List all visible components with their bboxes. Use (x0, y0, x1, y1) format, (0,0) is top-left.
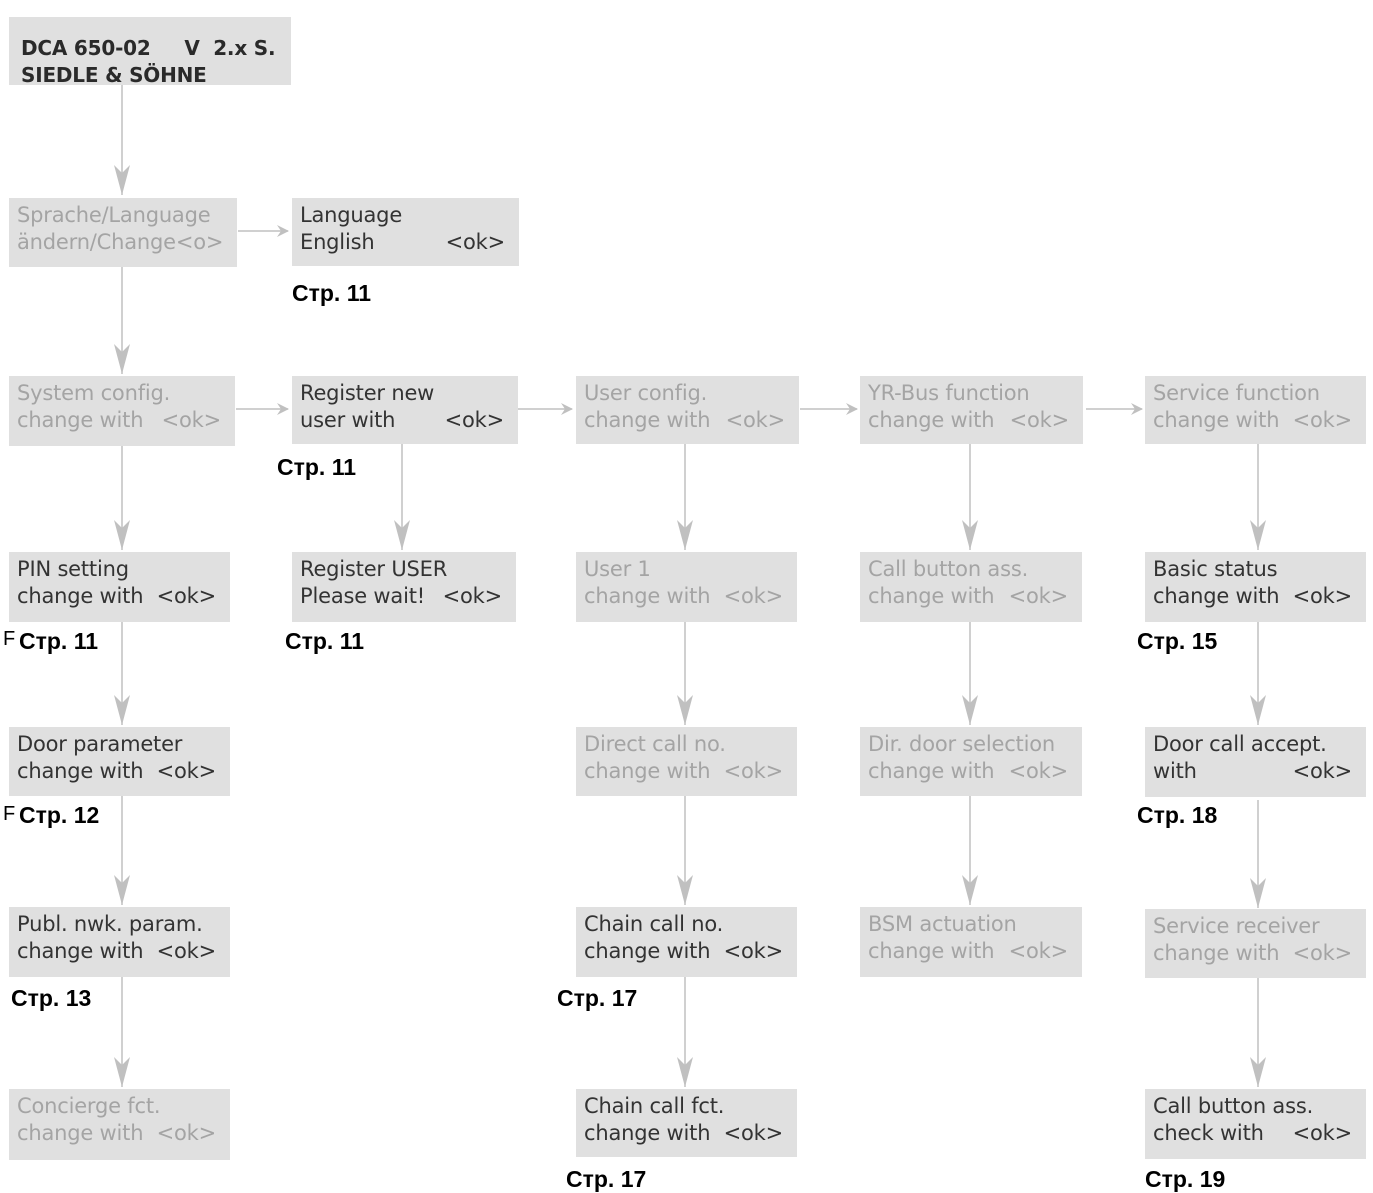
box-line1: Chain call no. (584, 912, 724, 936)
manufacturer: SIEDLE & SÖHNE (21, 63, 207, 87)
register-user-wait-box[interactable] (292, 552, 516, 622)
page-ref-call-button-check: Стр. 19 (1145, 1166, 1226, 1192)
box-line2: change with <ok> (584, 584, 783, 608)
yr-bus-function-box[interactable] (860, 376, 1083, 444)
user1-box[interactable] (576, 552, 797, 622)
box-line2: change with <ok> (17, 939, 216, 963)
pin-setting-box[interactable] (9, 552, 230, 622)
page-ref-public-network: Стр. 13 (11, 985, 92, 1011)
box-line1: User 1 (584, 557, 651, 581)
call-button-check-box[interactable] (1145, 1089, 1366, 1159)
box-line1: Door parameter (17, 732, 183, 756)
text-fragment: F (3, 628, 16, 650)
box-line1: Service receiver (1153, 914, 1320, 938)
box-line2: ändern/Change<o> (17, 230, 224, 254)
page-ref-pin-setting: Стр. 11 (19, 628, 99, 654)
box-line1: Chain call fct. (584, 1094, 725, 1118)
box-line1: Service function (1153, 381, 1320, 405)
box-line2: change with <ok> (1153, 941, 1352, 965)
direct-call-no-box[interactable] (576, 727, 797, 796)
system-config-box[interactable] (9, 376, 235, 446)
box-line1: Call button ass. (1153, 1094, 1314, 1118)
box-line2: change with <ok> (584, 759, 783, 783)
box-line2: change with <ok> (584, 939, 783, 963)
service-function-box[interactable] (1145, 376, 1366, 444)
box-line1: PIN setting (17, 557, 129, 581)
public-network-param-box[interactable] (9, 907, 230, 977)
box-line2: change with <ok> (17, 584, 216, 608)
box-line1: YR-Bus function (868, 381, 1030, 405)
box-line2: change with <ok> (17, 1121, 216, 1145)
box-line2: change with <ok> (868, 939, 1068, 963)
bsm-actuation-box[interactable] (860, 907, 1082, 977)
call-button-assign-box[interactable] (860, 552, 1082, 622)
box-line2: change with <ok> (17, 759, 216, 783)
user-config-box[interactable] (576, 376, 799, 444)
box-line2: change with <ok> (868, 759, 1068, 783)
box-line1: Concierge fct. (17, 1094, 161, 1118)
page-ref-chain-call-no: Стр. 17 (557, 985, 638, 1011)
box-line2: change with <ok> (584, 408, 785, 432)
box-line2: change with <ok> (17, 408, 221, 432)
box-line1: Direct call no. (584, 732, 726, 756)
language-menu-box[interactable] (9, 198, 237, 267)
box-line1: Sprache/Language (17, 203, 211, 227)
page-ref-language: Стр. 11 (292, 280, 372, 306)
box-line1: BSM actuation (868, 912, 1017, 936)
page-ref-door-parameter: Стр. 12 (19, 802, 100, 828)
device-model: DCA 650-02 V 2.x S. (21, 36, 276, 60)
page-ref-basic-status: Стр. 15 (1137, 628, 1218, 654)
page-ref-chain-call-fct: Стр. 17 (566, 1166, 647, 1192)
box-line2: with <ok> (1153, 759, 1352, 783)
box-line1: Basic status (1153, 557, 1278, 581)
box-line2: change with <ok> (1153, 584, 1352, 608)
door-call-accept-box[interactable] (1145, 727, 1366, 797)
box-line2: English <ok> (300, 230, 505, 254)
language-select-box[interactable] (292, 198, 519, 266)
box-line2: change with <ok> (868, 408, 1069, 432)
box-line1: System config. (17, 381, 171, 405)
box-line2: change with <ok> (584, 1121, 783, 1145)
box-line2: check with <ok> (1153, 1121, 1352, 1145)
text-fragment: F (3, 803, 16, 825)
register-new-user-box[interactable] (292, 376, 518, 444)
box-line1: Publ. nwk. param. (17, 912, 203, 936)
box-line1: Door call accept. (1153, 732, 1327, 756)
box-line1: User config. (584, 381, 708, 405)
concierge-function-box[interactable] (9, 1089, 230, 1160)
door-parameter-box[interactable] (9, 727, 230, 796)
box-line1: Register USER (300, 557, 448, 581)
service-receiver-box[interactable] (1145, 909, 1366, 978)
box-line2: Please wait! <ok> (300, 584, 502, 608)
page-ref-register-new-user: Стр. 11 (277, 454, 357, 480)
chain-call-no-box[interactable] (576, 907, 797, 977)
direct-door-selection-box[interactable] (860, 727, 1082, 796)
box-line1: Call button ass. (868, 557, 1029, 581)
box-line2: change with <ok> (1153, 408, 1352, 432)
box-line1: Register new (300, 381, 435, 405)
page-ref-door-call-accept: Стр. 18 (1137, 802, 1218, 828)
chain-call-function-box[interactable] (576, 1089, 797, 1157)
box-line2: change with <ok> (868, 584, 1068, 608)
page-ref-register-user: Стр. 11 (285, 628, 365, 654)
device-header-box (9, 17, 291, 85)
box-line1: Dir. door selection (868, 732, 1055, 756)
box-line2: user with <ok> (300, 408, 504, 432)
basic-status-box[interactable] (1145, 552, 1366, 622)
box-line1: Language (300, 203, 403, 227)
